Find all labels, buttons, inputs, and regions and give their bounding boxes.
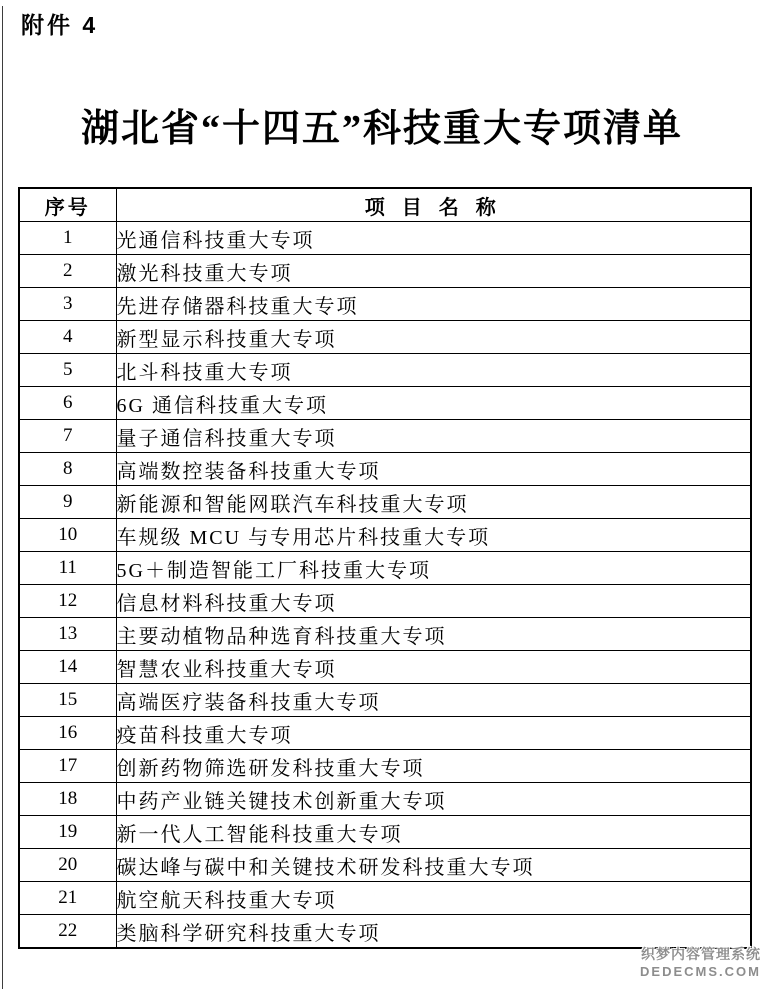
cell-number: 4 bbox=[19, 321, 116, 354]
cell-number: 18 bbox=[19, 783, 116, 816]
cell-number: 9 bbox=[19, 486, 116, 519]
cell-number: 1 bbox=[19, 222, 116, 255]
cell-project-name: 创新药物筛选研发科技重大专项 bbox=[116, 750, 751, 783]
table-row bbox=[19, 354, 751, 387]
header-cell-name: 项 目 名 称 bbox=[116, 188, 751, 222]
watermark-line2: DEDECMS.COM bbox=[640, 963, 761, 979]
cell-project-name: 5G＋制造智能工厂科技重大专项 bbox=[116, 552, 751, 585]
cell-project-name: 航空航天科技重大专项 bbox=[116, 882, 751, 915]
watermark-line1: 织梦内容管理系统 bbox=[641, 946, 761, 962]
cell-number: 5 bbox=[19, 354, 116, 387]
cell-project-name: 量子通信科技重大专项 bbox=[116, 420, 751, 453]
header-cell-number: 序号 bbox=[19, 188, 116, 222]
table-row bbox=[19, 255, 751, 288]
cell-project-name: 智慧农业科技重大专项 bbox=[116, 651, 751, 684]
table-row bbox=[19, 585, 751, 618]
cell-number: 19 bbox=[19, 816, 116, 849]
table-row bbox=[19, 222, 751, 255]
table-row bbox=[19, 783, 751, 816]
table-row bbox=[19, 387, 751, 420]
table-row bbox=[19, 288, 751, 321]
cell-project-name: 碳达峰与碳中和关键技术研发科技重大专项 bbox=[116, 849, 751, 882]
cell-number: 6 bbox=[19, 387, 116, 420]
table-row bbox=[19, 420, 751, 453]
cell-project-name: 类脑科学研究科技重大专项 bbox=[116, 915, 751, 949]
cell-number: 17 bbox=[19, 750, 116, 783]
cell-number: 15 bbox=[19, 684, 116, 717]
cell-project-name: 信息材料科技重大专项 bbox=[116, 585, 751, 618]
cell-number: 3 bbox=[19, 288, 116, 321]
cell-project-name: 车规级 MCU 与专用芯片科技重大专项 bbox=[116, 519, 751, 552]
cell-number: 13 bbox=[19, 618, 116, 651]
cell-project-name: 激光科技重大专项 bbox=[116, 255, 751, 288]
table-row bbox=[19, 882, 751, 915]
cell-project-name: 新能源和智能网联汽车科技重大专项 bbox=[116, 486, 751, 519]
cell-number: 2 bbox=[19, 255, 116, 288]
table-row bbox=[19, 717, 751, 750]
table-row bbox=[19, 519, 751, 552]
table-row bbox=[19, 321, 751, 354]
cell-project-name: 高端医疗装备科技重大专项 bbox=[116, 684, 751, 717]
table-row bbox=[19, 486, 751, 519]
cell-number: 7 bbox=[19, 420, 116, 453]
cell-project-name: 先进存储器科技重大专项 bbox=[116, 288, 751, 321]
cell-project-name: 疫苗科技重大专项 bbox=[116, 717, 751, 750]
cell-number: 14 bbox=[19, 651, 116, 684]
cell-number: 8 bbox=[19, 453, 116, 486]
page-title: 湖北省“十四五”科技重大专项清单 bbox=[80, 108, 683, 150]
table-row bbox=[19, 750, 751, 783]
cell-project-name: 主要动植物品种选育科技重大专项 bbox=[116, 618, 751, 651]
cell-number: 12 bbox=[19, 585, 116, 618]
cell-project-name: 光通信科技重大专项 bbox=[116, 222, 751, 255]
cell-project-name: 高端数控装备科技重大专项 bbox=[116, 453, 751, 486]
cell-project-name: 北斗科技重大专项 bbox=[116, 354, 751, 387]
table-row bbox=[19, 915, 751, 949]
page-edge-line bbox=[2, 6, 3, 989]
table-header-row bbox=[19, 188, 751, 222]
table-row bbox=[19, 453, 751, 486]
cell-project-name: 新型显示科技重大专项 bbox=[116, 321, 751, 354]
table-row bbox=[19, 849, 751, 882]
cell-project-name: 新一代人工智能科技重大专项 bbox=[116, 816, 751, 849]
table-row bbox=[19, 651, 751, 684]
attachment-label: 附件 4 bbox=[21, 12, 99, 38]
watermark bbox=[640, 946, 761, 980]
cell-number: 21 bbox=[19, 882, 116, 915]
cell-number: 11 bbox=[19, 552, 116, 585]
cell-number: 22 bbox=[19, 915, 116, 949]
projects-table bbox=[18, 187, 752, 949]
table-row bbox=[19, 684, 751, 717]
cell-project-name: 中药产业链关键技术创新重大专项 bbox=[116, 783, 751, 816]
cell-number: 20 bbox=[19, 849, 116, 882]
table-row bbox=[19, 618, 751, 651]
cell-number: 16 bbox=[19, 717, 116, 750]
table-row bbox=[19, 816, 751, 849]
cell-number: 10 bbox=[19, 519, 116, 552]
table-row bbox=[19, 552, 751, 585]
cell-project-name: 6G 通信科技重大专项 bbox=[116, 387, 751, 420]
